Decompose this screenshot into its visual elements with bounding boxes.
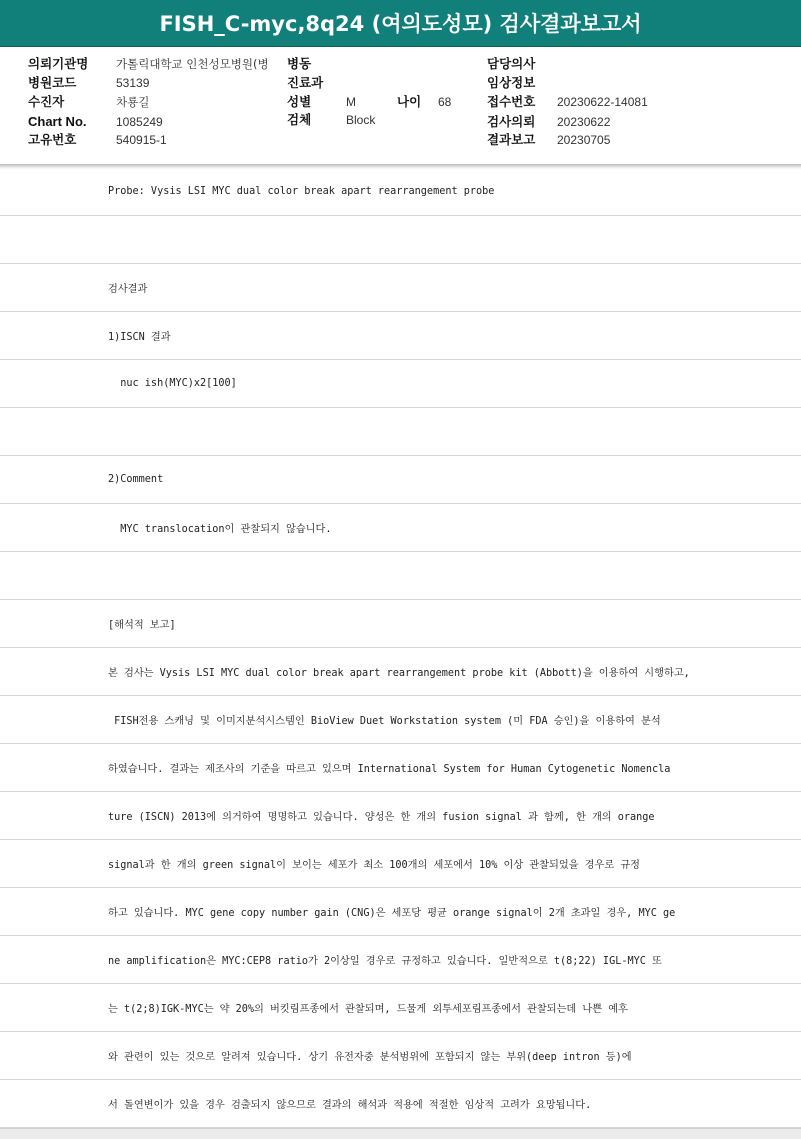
report-line: ture (ISCN) 2013에 의거하여 명명하고 있습니다. 양성은 한 개의 fusion signal 과 함께, 한 개의 orange bbox=[0, 792, 801, 840]
sex-value: M bbox=[346, 95, 356, 109]
report-line: FISH전용 스캐닝 및 이미지분석시스템인 BioView Duet Workstation system (미 FDA 승인)을 이용하여 분석 bbox=[0, 696, 801, 744]
institution-value: 가톨릭대학교 인천성모병원(병 bbox=[116, 57, 269, 71]
clinical-info-label: 임상정보 bbox=[487, 75, 536, 90]
unique-no-label: 고유번호 bbox=[28, 132, 77, 147]
report-body bbox=[0, 168, 801, 1128]
request-date-label: 검사의뢰 bbox=[487, 114, 536, 129]
report-date-label: 결과보고 bbox=[487, 132, 536, 147]
department-label: 진료과 bbox=[287, 75, 324, 90]
report-line: 2)Comment bbox=[0, 456, 801, 504]
report-line: ne amplification은 MYC:CEP8 ratio가 2이상일 경우로 규정하고 있습니다. 일반적으로 t(8;22) IGL-MYC 또 bbox=[0, 936, 801, 984]
report-line: 하였습니다. 결과는 제조사의 기준을 따르고 있으며 International System for Human Cytogenetic Nomencla bbox=[0, 744, 801, 792]
chart-no-label: Chart No. bbox=[28, 114, 87, 129]
report-line: 하고 있습니다. MYC gene copy number gain (CNG)은 세포당 평균 orange signal이 2개 초과일 경우, MYC ge bbox=[0, 888, 801, 936]
report-line: Probe: Vysis LSI MYC dual color break apart rearrangement probe bbox=[0, 168, 801, 216]
age-label: 나이 bbox=[397, 94, 422, 109]
ward-label: 병동 bbox=[287, 56, 312, 71]
sex-label: 성별 bbox=[287, 94, 312, 109]
receipt-no-label: 접수번호 bbox=[487, 94, 536, 109]
report-line: [해석적 보고] bbox=[0, 600, 801, 648]
chart-no-value: 1085249 bbox=[116, 115, 163, 129]
specimen-label: 검체 bbox=[287, 112, 312, 127]
report-line: 검사결과 bbox=[0, 264, 801, 312]
patient-label: 수진자 bbox=[28, 94, 65, 109]
report-line: 서 돌연변이가 있을 경우 검출되지 않으므로 결과의 해석과 적용에 적절한 임상적 고려가 요망됩니다. bbox=[0, 1080, 801, 1128]
report-line: signal과 한 개의 green signal이 보이는 세포가 최소 100개의 세포에서 10% 이상 관찰되었을 경우로 규정 bbox=[0, 840, 801, 888]
patient-value: 차룡길 bbox=[116, 95, 150, 109]
report-line: 1)ISCN 결과 bbox=[0, 312, 801, 360]
horizontal-scrollbar-track[interactable] bbox=[0, 1128, 801, 1139]
report-date-value: 20230705 bbox=[557, 133, 611, 147]
report-line bbox=[0, 552, 801, 600]
hospital-code-value: 53139 bbox=[116, 76, 150, 90]
receipt-no-value: 20230622-14081 bbox=[557, 95, 648, 109]
age-value: 68 bbox=[438, 95, 452, 109]
specimen-value: Block bbox=[346, 113, 376, 127]
report-line: MYC translocation이 관찰되지 않습니다. bbox=[0, 504, 801, 552]
doctor-label: 담당의사 bbox=[487, 56, 536, 71]
report-line: nuc ish(MYC)x2[100] bbox=[0, 360, 801, 408]
report-title: FISH_C-myc,8q24 (여의도성모) 검사결과보고서 bbox=[0, 0, 801, 47]
report-line: 본 검사는 Vysis LSI MYC dual color break apart rearrangement probe kit (Abbott)을 이용하여 시행하고, bbox=[0, 648, 801, 696]
unique-no-value: 540915-1 bbox=[116, 133, 167, 147]
hospital-code-label: 병원코드 bbox=[28, 75, 77, 90]
patient-info-panel bbox=[0, 47, 801, 165]
report-line bbox=[0, 408, 801, 456]
report-line bbox=[0, 216, 801, 264]
request-date-value: 20230622 bbox=[557, 115, 611, 129]
institution-label: 의뢰기관명 bbox=[28, 56, 89, 71]
report-line: 와 관련이 있는 것으로 알려져 있습니다. 상기 유전자중 분석범위에 포함되지 않는 부위(deep intron 등)에 bbox=[0, 1032, 801, 1080]
report-line: 는 t(2;8)IGK-MYC는 약 20%의 버킷림프종에서 관찰되며, 드물게 외투세포림프종에서 관찰되는데 나쁜 예후 bbox=[0, 984, 801, 1032]
